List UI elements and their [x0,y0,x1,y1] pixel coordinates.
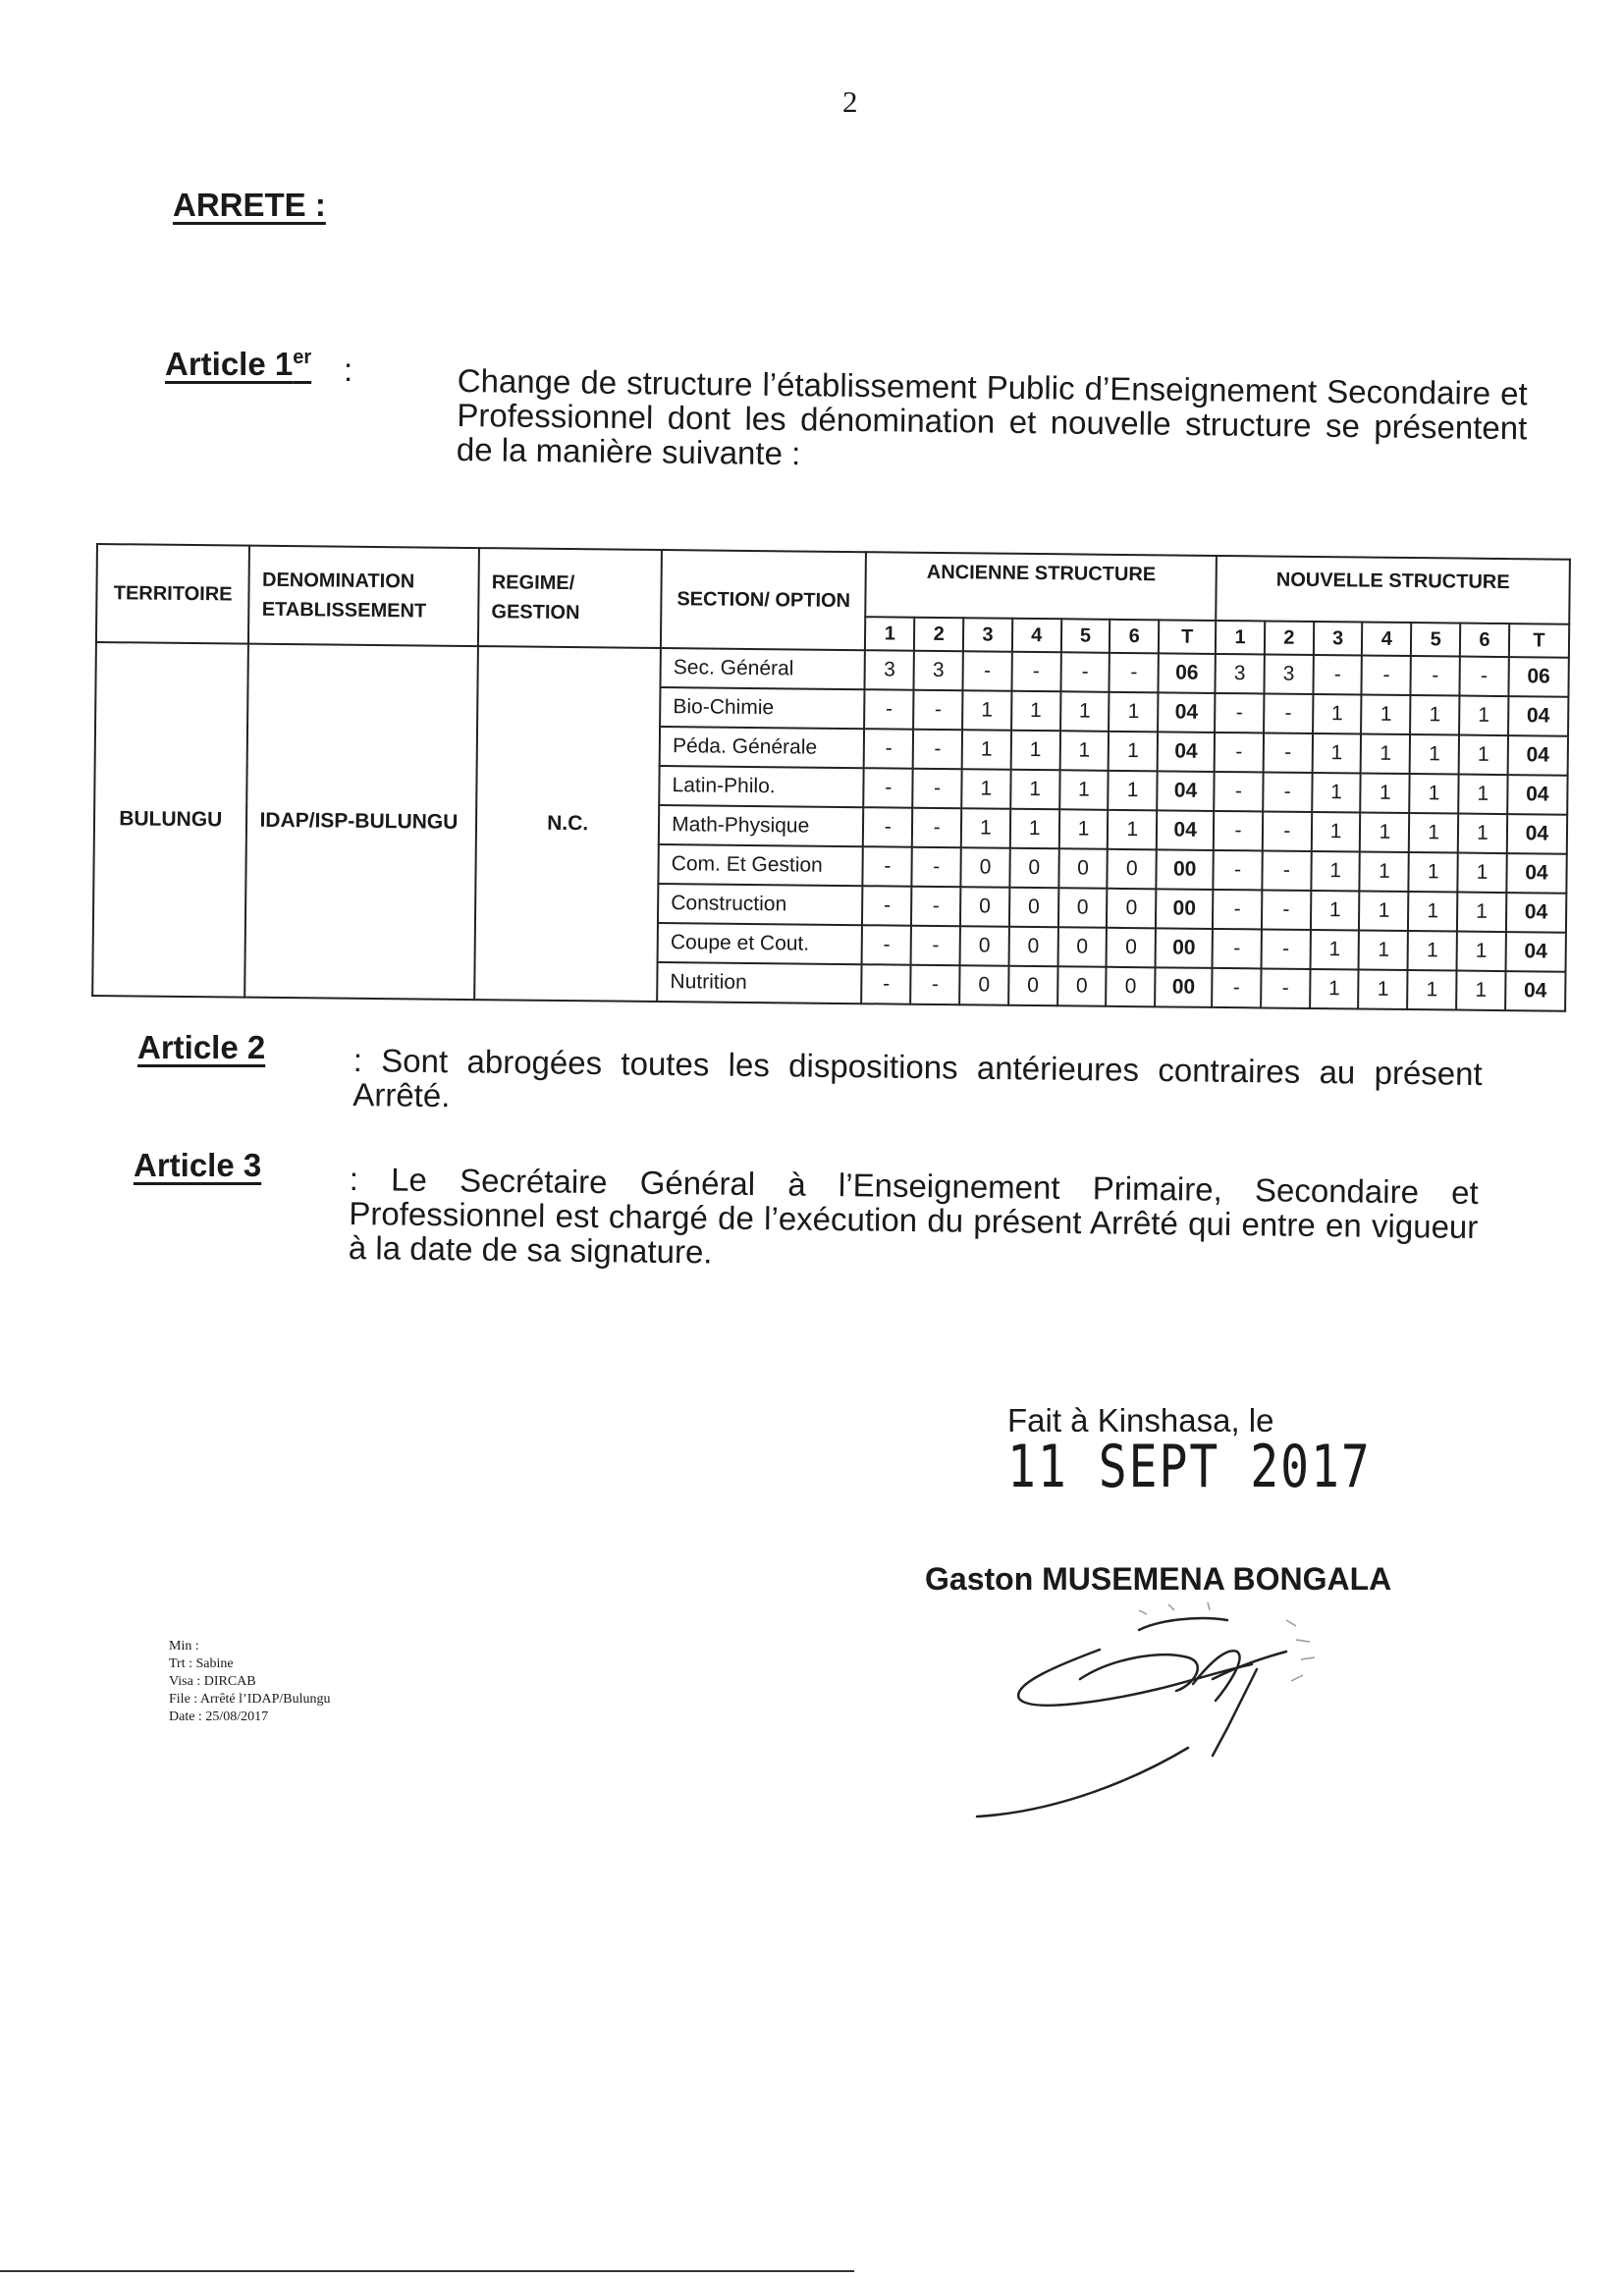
header-ancienne-structure: ANCIENNE STRUCTURE [866,552,1217,621]
nouvelle-year-cell: - [1264,693,1313,733]
ancienne-year-cell: - [912,847,961,888]
nouvelle-year-cell: 1 [1312,773,1361,813]
section-option-cell: Bio-Chimie [660,687,865,729]
nouvelle-year-cell: - [1215,733,1264,773]
ancienne-year-cell: - [863,846,912,887]
nouvelle-year-cell: 1 [1310,969,1359,1009]
ancienne-year-cell: 1 [1109,771,1158,811]
section-option-cell: Com. Et Gestion [659,844,864,886]
ancienne-year-cell: 0 [1058,888,1108,928]
reference-trt: Trt : Sabine [169,1656,234,1671]
ancienne-total-cell: 00 [1155,967,1212,1007]
nouvelle-year-cell: - [1213,890,1262,930]
ancienne-year-cell: 1 [962,690,1011,731]
header-nouvelle-structure: NOUVELLE STRUCTURE [1216,556,1570,624]
ancienne-year-cell: - [862,925,911,965]
ancienne-year-cell: 1 [1109,692,1158,733]
ancienne-year-cell: 3 [865,650,914,690]
article-1-colon: : [344,352,353,388]
ancienne-year-cell: 0 [1009,888,1058,928]
section-option-cell: Sec. Général [661,648,866,689]
nouvelle-year-cell: 3 [1216,654,1265,694]
ancienne-year-cell: 0 [1057,966,1107,1006]
nouvelle-year-cell: - [1262,850,1311,891]
nouvelle-year-cell: - [1262,890,1311,930]
nouvelle-year-header: 5 [1411,623,1460,657]
reference-block [169,1638,331,1726]
signature [962,1591,1434,1826]
nouvelle-year-cell: 1 [1459,696,1508,736]
ancienne-year-cell: - [865,689,914,730]
article-3-text: : Le Secrétaire Général à l’Enseignement Primaire, Secondaire et Professionnel est chargé de l’exécution du présent Arrêté qui entre en vigueur à la date de sa signature. [348,1161,1479,1271]
nouvelle-total-cell: 04 [1507,775,1568,815]
page-number: 2 [842,84,858,119]
ancienne-total-cell: 00 [1157,849,1214,890]
nouvelle-year-cell: 1 [1408,892,1457,932]
nouvelle-year-header: 3 [1314,622,1363,656]
ancienne-year-cell: 1 [1010,770,1059,810]
decree-heading: ARRETE : [173,187,326,223]
ancienne-year-cell: - [910,965,959,1005]
ancienne-year-cell: 0 [1009,848,1058,889]
nouvelle-year-cell: 1 [1311,851,1360,892]
nouvelle-year-cell: 1 [1410,734,1459,775]
header-section: SECTION/ OPTION [661,550,866,650]
nouvelle-year-cell: - [1264,733,1313,773]
nouvelle-year-cell: 1 [1459,735,1508,776]
place-text: Fait à Kinshasa, le [1007,1402,1274,1438]
ancienne-year-cell: - [862,964,911,1004]
nouvelle-year-cell: - [1214,772,1263,812]
ancienne-year-cell: 1 [1059,770,1109,810]
ancienne-year-header: 2 [914,618,963,652]
ancienne-year-cell: - [863,807,912,847]
article-3-label: Article 3 [134,1147,262,1183]
nouvelle-total-cell: 04 [1505,932,1566,972]
nouvelle-year-header: 6 [1460,624,1509,658]
nouvelle-year-header: 4 [1362,623,1411,657]
reference-file: File : Arrêté l’IDAP/Bulungu [169,1692,331,1707]
section-option-cell: Construction [658,884,863,925]
ancienne-total-cell: 06 [1159,653,1216,693]
ancienne-year-cell: - [912,808,961,848]
ancienne-year-cell: - [864,768,913,808]
ancienne-year-cell: - [864,729,913,769]
ancienne-year-cell: - [911,887,960,927]
ancienne-year-cell: 0 [960,926,1009,966]
nouvelle-year-header: T [1509,624,1570,658]
nouvelle-year-cell: 1 [1362,695,1411,735]
nouvelle-year-cell: - [1459,657,1508,697]
header-regime: REGIME/ GESTION [478,548,662,648]
nouvelle-year-cell: - [1214,850,1263,891]
nouvelle-total-cell: 06 [1508,657,1569,697]
nouvelle-year-cell: - [1212,968,1261,1008]
nouvelle-year-cell: 1 [1457,932,1506,972]
nouvelle-year-cell: 1 [1360,812,1409,852]
nouvelle-year-cell: 1 [1458,775,1507,815]
ancienne-year-cell: 1 [1011,691,1060,732]
ancienne-year-cell: 1 [1109,732,1158,772]
nouvelle-year-cell: 1 [1312,733,1361,774]
nouvelle-year-cell: 1 [1456,971,1505,1011]
nouvelle-total-cell: 04 [1505,971,1566,1011]
nouvelle-year-cell: - [1215,693,1264,733]
ancienne-total-cell: 04 [1158,732,1215,772]
article-1-label-sup: er [293,347,312,368]
date-stamp: 11 SEPT 2017 [1007,1433,1372,1501]
nouvelle-year-cell: 1 [1409,852,1458,893]
nouvelle-year-header: 2 [1265,621,1314,655]
ancienne-total-cell: 00 [1156,889,1213,929]
signer-name: Gaston MUSEMENA BONGALA [925,1561,1392,1597]
ancienne-year-cell: 1 [1059,731,1109,771]
section-option-cell: Latin-Philo. [659,766,864,807]
nouvelle-year-cell: - [1263,811,1312,851]
ancienne-year-cell: 1 [1060,691,1110,732]
ancienne-year-cell: - [962,651,1011,691]
nouvelle-year-cell: - [1213,929,1262,969]
article-2-text: : Sont abrogées toutes les dispositions antérieures contraires au présent Arrêté. [352,1042,1483,1114]
ancienne-year-cell: 0 [959,965,1008,1005]
structure-table [91,543,1571,1012]
ancienne-year-header: 3 [963,618,1012,652]
reference-min: Min : [169,1639,199,1654]
ancienne-year-cell: - [862,886,911,926]
nouvelle-year-cell: 1 [1359,891,1408,931]
ancienne-year-cell: 1 [1010,809,1059,849]
ancienne-year-cell: - [912,769,961,809]
nouvelle-total-cell: 04 [1507,735,1568,776]
nouvelle-total-cell: 04 [1506,853,1567,894]
nouvelle-total-cell: 04 [1507,814,1568,854]
reference-date: Date : 25/08/2017 [169,1709,269,1724]
header-territoire: TERRITOIRE [96,544,250,644]
ancienne-year-header: 1 [865,617,914,651]
nouvelle-year-cell: 1 [1410,695,1459,735]
nouvelle-total-cell: 04 [1508,696,1569,736]
nouvelle-year-cell: 1 [1409,774,1458,814]
nouvelle-year-cell: 1 [1457,893,1506,933]
ancienne-year-cell: 0 [1008,927,1057,967]
nouvelle-year-cell: 1 [1408,931,1457,971]
ancienne-year-cell: 0 [1106,967,1155,1007]
nouvelle-year-cell: 1 [1409,813,1458,853]
nouvelle-year-cell: 1 [1310,930,1359,970]
ancienne-year-cell: 0 [1057,927,1107,967]
regime-cell: N.C. [474,646,661,1002]
nouvelle-year-cell: - [1411,656,1460,696]
ancienne-year-header: 6 [1110,620,1159,654]
ancienne-year-header: 4 [1012,619,1061,653]
territoire-cell: BULUNGU [92,642,248,998]
nouvelle-year-cell: - [1261,968,1310,1008]
nouvelle-year-header: 1 [1216,621,1265,655]
ancienne-year-cell: - [913,730,962,770]
ancienne-year-header: T [1159,620,1216,654]
ancienne-year-header: 5 [1060,619,1110,653]
ancienne-year-cell: 0 [1107,928,1156,968]
section-option-cell: Coupe et Cout. [658,923,863,964]
nouvelle-year-cell: 1 [1359,969,1408,1009]
article-2-label: Article 2 [137,1029,266,1065]
ancienne-year-cell: 0 [1058,848,1108,889]
ancienne-year-cell: 0 [1107,889,1156,929]
nouvelle-year-cell: - [1313,655,1362,695]
nouvelle-year-cell: 1 [1359,930,1408,970]
article-1-label [165,346,311,383]
ancienne-year-cell: 0 [1008,966,1057,1006]
ancienne-total-cell: 04 [1158,692,1215,733]
ancienne-year-cell: - [1060,652,1110,692]
ancienne-year-cell: 0 [1108,849,1157,890]
nouvelle-year-cell: 1 [1311,812,1360,852]
nouvelle-year-cell: 1 [1361,774,1410,814]
nouvelle-year-cell: - [1263,772,1312,812]
denomination-cell: IDAP/ISP-BULUNGU [245,644,478,1000]
ancienne-year-cell: 1 [961,769,1010,809]
ancienne-total-cell: 04 [1157,810,1214,850]
nouvelle-year-cell: 1 [1313,694,1362,734]
ancienne-total-cell: 00 [1156,928,1213,968]
ancienne-year-cell: 1 [961,808,1010,848]
nouvelle-year-cell: 1 [1361,734,1410,775]
ancienne-year-cell: 0 [960,847,1009,888]
ancienne-year-cell: 3 [914,651,963,691]
ancienne-year-cell: - [1011,652,1060,692]
ancienne-year-cell: - [1110,653,1159,693]
nouvelle-year-cell: 1 [1360,851,1409,892]
nouvelle-year-cell: 1 [1457,853,1506,894]
nouvelle-year-cell: - [1261,929,1310,969]
nouvelle-year-cell: 1 [1311,891,1360,931]
section-option-cell: Math-Physique [659,805,864,846]
ancienne-total-cell: 04 [1157,771,1214,811]
header-denomination: DENOMINATION ETABLISSEMENT [248,546,479,646]
nouvelle-year-cell: - [1214,811,1263,851]
nouvelle-year-cell: - [1362,656,1411,696]
ancienne-year-cell: 1 [1058,809,1108,849]
nouvelle-year-cell: 3 [1264,654,1313,694]
nouvelle-year-cell: 1 [1458,814,1507,854]
ancienne-year-cell: - [913,690,962,731]
reference-visa: Visa : DIRCAB [169,1674,256,1689]
section-option-cell: Péda. Générale [660,727,865,768]
place-and-date [1007,1402,1624,1501]
section-option-cell: Nutrition [657,962,862,1004]
ancienne-year-cell: 1 [1010,731,1059,771]
nouvelle-year-cell: 1 [1407,970,1456,1010]
ancienne-year-cell: 1 [1108,810,1157,850]
ancienne-year-cell: 0 [960,887,1009,927]
ancienne-year-cell: - [911,926,960,966]
nouvelle-total-cell: 04 [1506,893,1567,933]
footer-divider [0,2270,854,2272]
article-1-text: Change de structure l’établissement Public d’Enseignement Secondaire et Professionnel dont les dénomination et nouvelle structure se présentent de la manière suivante : [456,362,1528,472]
ancienne-year-cell: 1 [962,730,1011,770]
article-1-label-text: Article 1 [165,346,294,382]
